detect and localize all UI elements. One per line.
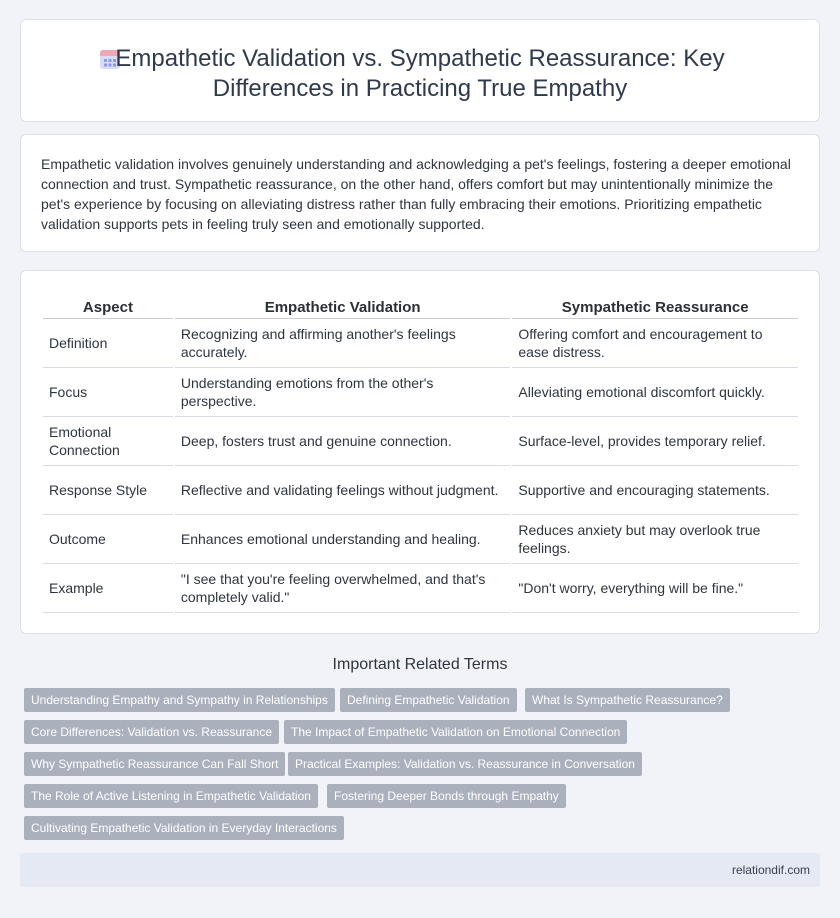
related-term-link[interactable]: Why Sympathetic Reassurance Can Fall Short (24, 752, 285, 776)
table-cell: Surface-level, provides temporary relief. (512, 417, 798, 466)
table-cell: Reduces anxiety but may overlook true feelings. (512, 515, 798, 564)
related-term-link[interactable]: Cultivating Empathetic Validation in Everyday Interactions (24, 816, 344, 840)
intro-card (20, 134, 820, 252)
related-term-link[interactable]: Defining Empathetic Validation (340, 688, 517, 712)
table-cell: Enhances emotional understanding and healing. (175, 515, 510, 564)
related-term-link[interactable]: What Is Sympathetic Reassurance? (525, 688, 730, 712)
related-term-link[interactable]: The Role of Active Listening in Empathetic Validation (24, 784, 318, 808)
table-cell-aspect: Response Style (43, 466, 173, 515)
table-cell-aspect: Outcome (43, 515, 173, 564)
table-row (43, 368, 798, 417)
table-row (43, 466, 798, 515)
table-cell: Offering comfort and encouragement to ease distress. (512, 319, 798, 368)
related-term-link[interactable]: The Impact of Empathetic Validation on Emotional Connection (284, 720, 627, 744)
column-header: Sympathetic Reassurance (512, 295, 798, 319)
related-term-link[interactable]: Understanding Empathy and Sympathy in Relationships (24, 688, 335, 712)
related-term-link[interactable]: Core Differences: Validation vs. Reassurance (24, 720, 279, 744)
footer-bar (20, 853, 820, 887)
table-row (43, 319, 798, 368)
page-title: Empathetic Validation vs. Sympathetic Reassurance: Key Differences in Practicing True Empathy (115, 45, 725, 102)
related-term-link[interactable]: Fostering Deeper Bonds through Empathy (327, 784, 566, 808)
table-cell: Understanding emotions from the other's perspective. (175, 368, 510, 417)
comparison-card (20, 270, 820, 634)
table-cell: Deep, fosters trust and genuine connection. (175, 417, 510, 466)
table-cell: "Don't worry, everything will be fine." (512, 564, 798, 613)
related-terms-heading: Important Related Terms (332, 656, 508, 673)
table-cell: Recognizing and affirming another's feelings accurately. (175, 319, 510, 368)
table-cell-aspect: Emotional Connection (43, 417, 173, 466)
related-term-link[interactable]: Practical Examples: Validation vs. Reassurance in Conversation (288, 752, 642, 776)
table-row (43, 417, 798, 466)
column-header: Aspect (43, 295, 173, 319)
table-cell: "I see that you're feeling overwhelmed, and that's completely valid." (175, 564, 510, 613)
table-row (43, 515, 798, 564)
table-header-row (43, 295, 798, 319)
table-cell-aspect: Focus (43, 368, 173, 417)
site-name: relationdif.com (731, 863, 810, 877)
column-header: Empathetic Validation (175, 295, 510, 319)
table-cell-aspect: Example (43, 564, 173, 613)
table-row (43, 564, 798, 613)
table-cell-aspect: Definition (43, 319, 173, 368)
comparison-table (41, 295, 800, 613)
table-cell: Supportive and encouraging statements. (512, 466, 798, 515)
intro-paragraph: Empathetic validation involves genuinely understanding and acknowledging a pet's feelings, fostering a deeper emotional connection and trust. Sympathetic reassurance, on the other hand, offers comfort but may unintentionally minimize the pet's experience by focusing on alleviating distress rather than fully embracing their emotions. Prioritizing empathetic validation supports pets in feeling truly seen and emotionally supported. (41, 156, 791, 232)
table-cell: Reflective and validating feelings without judgment. (175, 466, 510, 515)
title-card (20, 19, 820, 122)
table-cell: Alleviating emotional discomfort quickly. (512, 368, 798, 417)
